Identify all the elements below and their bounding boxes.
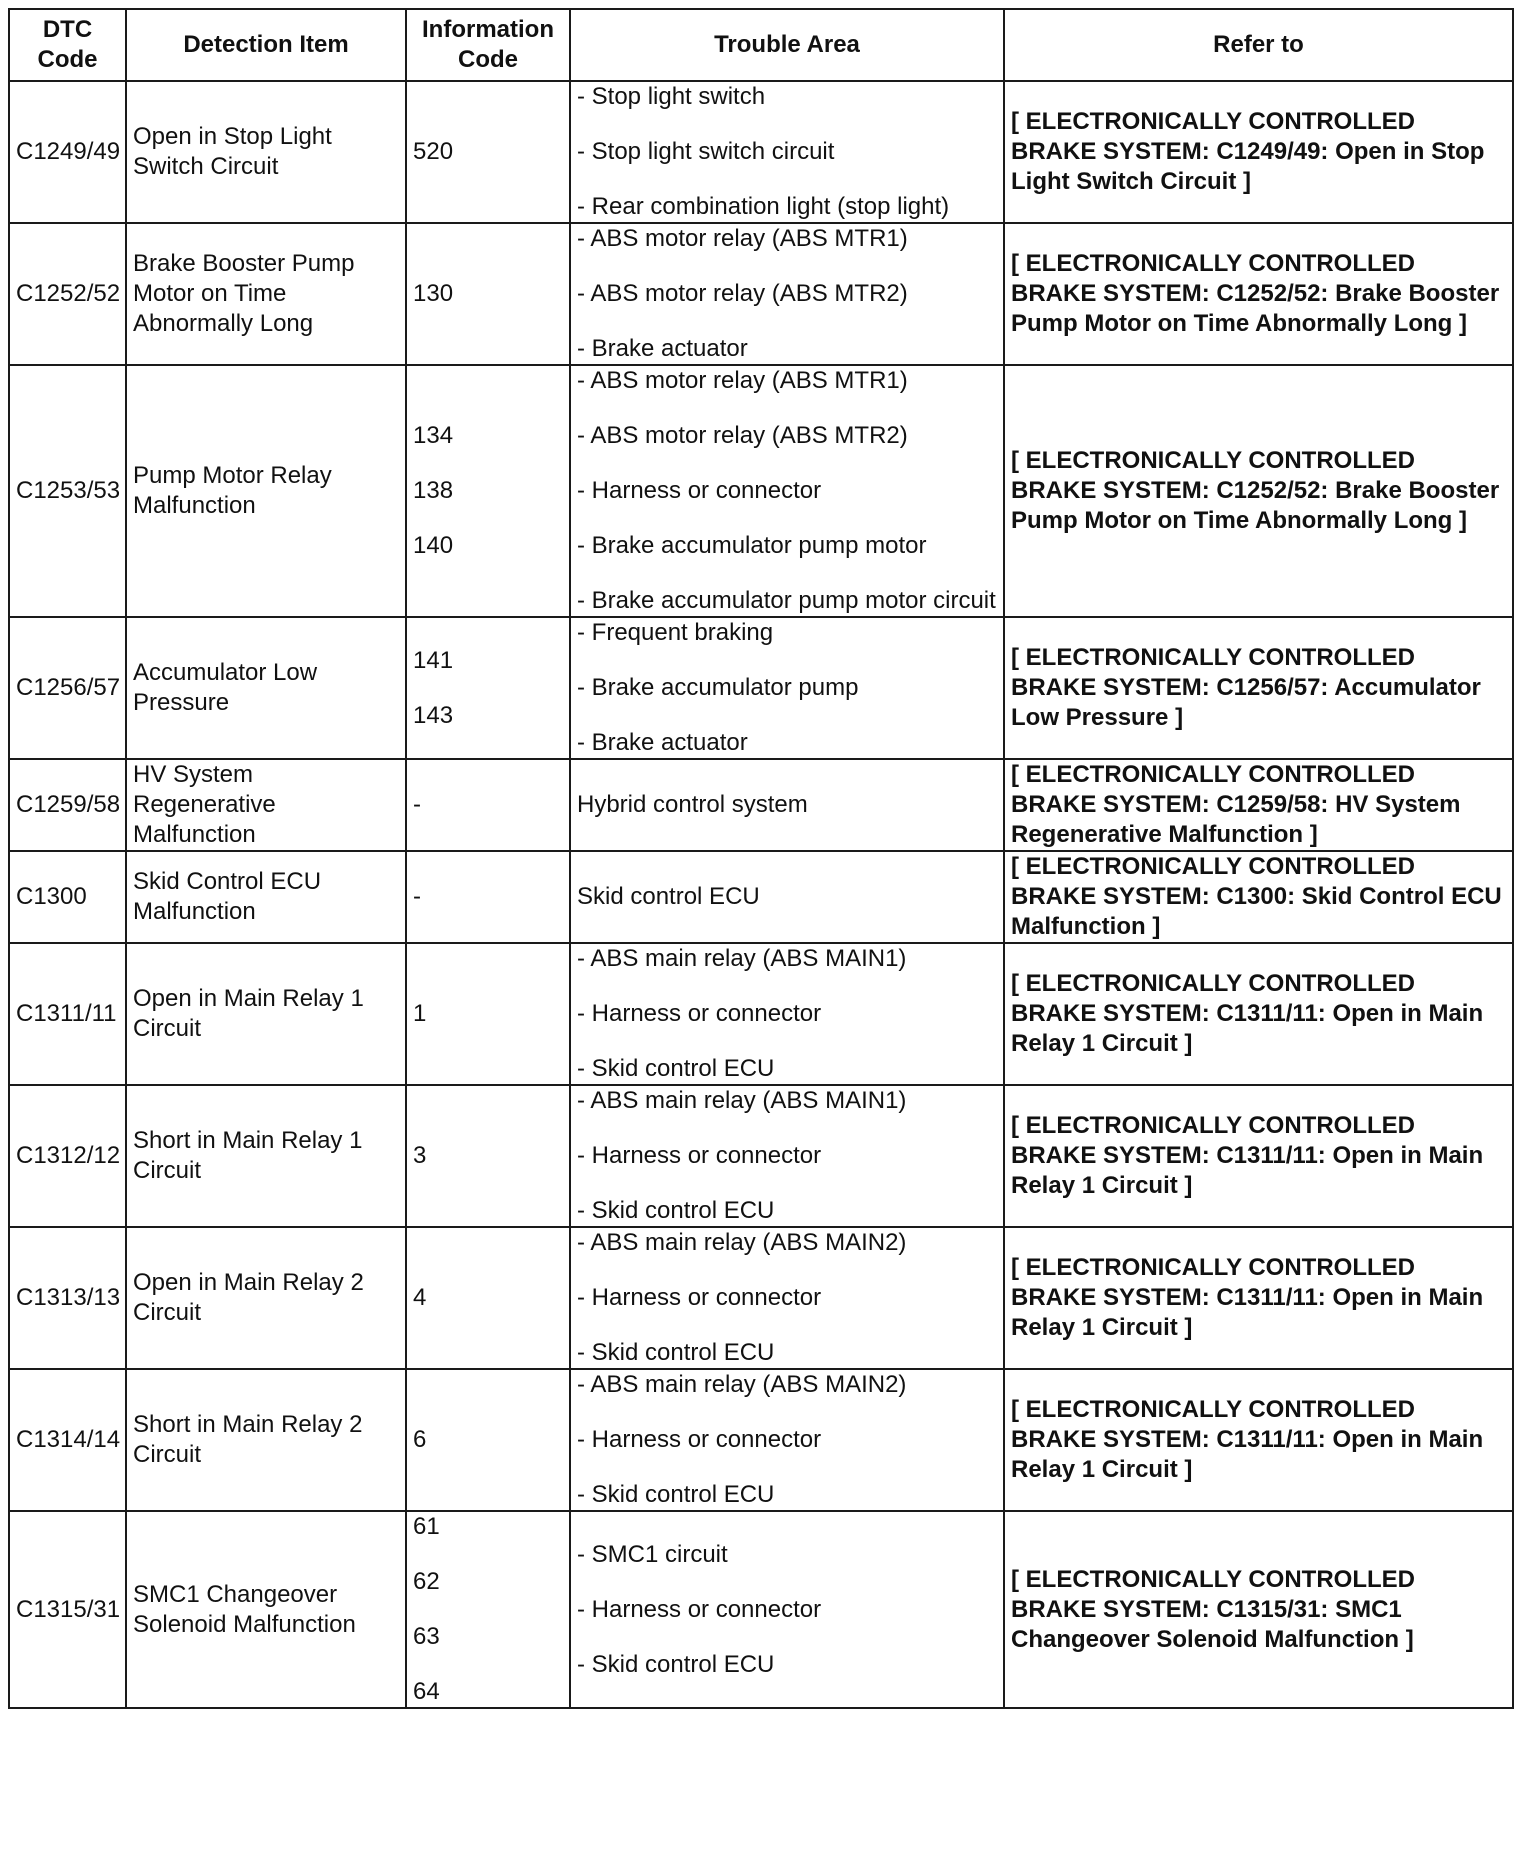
information-code-cell: [406, 1511, 570, 1708]
header-row: [9, 9, 1513, 81]
information-code: 61: [413, 1513, 440, 1540]
dtc-code-cell: C1300: [9, 851, 126, 943]
dtc-code-cell: C1252/52: [9, 223, 126, 365]
information-code-cell: [406, 851, 570, 943]
dtc-code-cell: C1249/49: [9, 81, 126, 223]
header-refer-to: Refer to: [1004, 9, 1513, 81]
dtc-code-cell: C1256/57: [9, 617, 126, 759]
dtc-code-cell: C1253/53: [9, 365, 126, 617]
trouble-area-item: - Stop light switch: [577, 83, 766, 110]
header-dtc-code: DTC Code: [9, 9, 126, 81]
trouble-area-item: - ABS motor relay (ABS MTR2): [577, 280, 908, 307]
trouble-area-item: - SMC1 circuit: [577, 1540, 728, 1568]
dtc-table: [8, 8, 1514, 1709]
dtc-code-cell: C1259/58: [9, 759, 126, 851]
information-code: 138: [413, 477, 454, 504]
refer-to-link: [ ELECTRONICALLY CONTROLLED BRAKE SYSTEM: C1311/11: Open in Main Relay 1 Circuit ]: [1004, 1227, 1513, 1369]
detection-item-cell: Skid Control ECU Malfunction: [126, 851, 406, 943]
information-code-cell: [406, 1369, 570, 1511]
trouble-area-item: - ABS main relay (ABS MAIN1): [577, 945, 907, 972]
trouble-area-cell: [570, 1227, 1004, 1369]
table-row: [9, 943, 1513, 1085]
header-information-code: Information Code: [406, 9, 570, 81]
trouble-area-cell: [570, 617, 1004, 759]
trouble-area-item: - ABS main relay (ABS MAIN2): [577, 1371, 907, 1398]
refer-to-link: [ ELECTRONICALLY CONTROLLED BRAKE SYSTEM: C1315/31: SMC1 Changeover Solenoid Malfunction ]: [1004, 1511, 1513, 1708]
trouble-area-item: - Skid control ECU: [577, 1481, 775, 1508]
detection-item-cell: Open in Main Relay 2 Circuit: [126, 1227, 406, 1369]
trouble-area-cell: [570, 81, 1004, 223]
trouble-area-cell: [570, 1369, 1004, 1511]
table-header: [9, 9, 1513, 81]
trouble-area-item: - Rear combination light (stop light): [577, 193, 950, 220]
information-code-cell: [406, 617, 570, 759]
refer-to-link: [ ELECTRONICALLY CONTROLLED BRAKE SYSTEM: C1311/11: Open in Main Relay 1 Circuit ]: [1004, 943, 1513, 1085]
information-code: 134: [413, 422, 454, 449]
trouble-area-cell: [570, 943, 1004, 1085]
trouble-area-item: - ABS main relay (ABS MAIN1): [577, 1087, 907, 1114]
trouble-area-item: - Skid control ECU: [577, 1339, 775, 1366]
trouble-area-item: - Harness or connector: [577, 1426, 822, 1453]
dtc-code-cell: C1315/31: [9, 1511, 126, 1708]
trouble-area-cell: [570, 1085, 1004, 1227]
detection-item-cell: Short in Main Relay 2 Circuit: [126, 1369, 406, 1511]
information-code: 140: [413, 532, 454, 559]
trouble-area-item: - Harness or connector: [577, 477, 822, 504]
information-code: 4: [413, 1284, 427, 1311]
trouble-area-item: - Brake accumulator pump motor circuit: [577, 587, 996, 614]
trouble-area-item: - ABS motor relay (ABS MTR1): [577, 367, 908, 394]
refer-to-link: [ ELECTRONICALLY CONTROLLED BRAKE SYSTEM: C1256/57: Accumulator Low Pressure ]: [1004, 617, 1513, 759]
information-code: 520: [413, 138, 454, 165]
trouble-area-item: - Brake accumulator pump motor: [577, 532, 927, 559]
header-detection-item: Detection Item: [126, 9, 406, 81]
detection-item-cell: Accumulator Low Pressure: [126, 617, 406, 759]
information-code-cell: [406, 759, 570, 851]
information-code: 6: [413, 1426, 427, 1453]
detection-item-cell: Open in Stop Light Switch Circuit: [126, 81, 406, 223]
detection-item-cell: HV System Regenerative Malfunction: [126, 759, 406, 851]
dtc-code-cell: C1312/12: [9, 1085, 126, 1227]
refer-to-link: [ ELECTRONICALLY CONTROLLED BRAKE SYSTEM: C1252/52: Brake Booster Pump Motor on Time Abnormally Long ]: [1004, 223, 1513, 365]
trouble-area-item: - ABS main relay (ABS MAIN2): [577, 1229, 907, 1256]
trouble-area-item: - ABS motor relay (ABS MTR2): [577, 422, 908, 449]
refer-to-link: [ ELECTRONICALLY CONTROLLED BRAKE SYSTEM: C1311/11: Open in Main Relay 1 Circuit ]: [1004, 1369, 1513, 1511]
information-code: -: [413, 883, 421, 910]
trouble-area-cell: [570, 1511, 1004, 1708]
information-code: 3: [413, 1142, 427, 1169]
information-code-cell: [406, 1227, 570, 1369]
information-code: 64: [413, 1678, 440, 1705]
refer-to-link: [ ELECTRONICALLY CONTROLLED BRAKE SYSTEM: C1249/49: Open in Stop Light Switch Circuit ]: [1004, 81, 1513, 223]
trouble-area-item: - Skid control ECU: [577, 1055, 775, 1082]
trouble-area-item: - Brake actuator: [577, 335, 748, 362]
table-row: [9, 365, 1513, 617]
trouble-area-item: - Harness or connector: [577, 1142, 822, 1169]
table-row: [9, 223, 1513, 365]
table-row: [9, 851, 1513, 943]
information-code: 1: [413, 1000, 427, 1027]
refer-to-link: [ ELECTRONICALLY CONTROLLED BRAKE SYSTEM: C1252/52: Brake Booster Pump Motor on Time Abnormally Long ]: [1004, 365, 1513, 617]
trouble-area-item: - Brake accumulator pump: [577, 674, 859, 701]
table-row: [9, 1511, 1513, 1708]
information-code: 62: [413, 1568, 440, 1595]
table-row: [9, 1227, 1513, 1369]
detection-item-cell: Brake Booster Pump Motor on Time Abnormally Long: [126, 223, 406, 365]
table-row: [9, 617, 1513, 759]
trouble-area-cell: [570, 851, 1004, 943]
refer-to-link: [ ELECTRONICALLY CONTROLLED BRAKE SYSTEM: C1311/11: Open in Main Relay 1 Circuit ]: [1004, 1085, 1513, 1227]
trouble-area-item: - Brake actuator: [577, 729, 748, 756]
trouble-area-item: - Skid control ECU: [577, 1650, 775, 1678]
information-code-cell: [406, 943, 570, 1085]
dtc-code-cell: C1311/11: [9, 943, 126, 1085]
trouble-area-item: - Harness or connector: [577, 1000, 822, 1027]
information-code: 141: [413, 646, 454, 674]
refer-to-link: [ ELECTRONICALLY CONTROLLED BRAKE SYSTEM: C1300: Skid Control ECU Malfunction ]: [1004, 851, 1513, 943]
detection-item-cell: SMC1 Changeover Solenoid Malfunction: [126, 1511, 406, 1708]
trouble-area-cell: [570, 223, 1004, 365]
information-code-cell: [406, 81, 570, 223]
dtc-code-cell: C1314/14: [9, 1369, 126, 1511]
table-row: [9, 1369, 1513, 1511]
trouble-area-item: - Frequent braking: [577, 619, 774, 646]
trouble-area-item: - Harness or connector: [577, 1284, 822, 1311]
dtc-code-cell: C1313/13: [9, 1227, 126, 1369]
trouble-area-item: Skid control ECU: [577, 883, 760, 910]
table-body: [9, 81, 1513, 1708]
trouble-area-item: - Harness or connector: [577, 1595, 822, 1623]
information-code: 63: [413, 1623, 440, 1650]
detection-item-cell: Short in Main Relay 1 Circuit: [126, 1085, 406, 1227]
table-row: [9, 759, 1513, 851]
table-row: [9, 81, 1513, 223]
information-code-cell: [406, 1085, 570, 1227]
detection-item-cell: Open in Main Relay 1 Circuit: [126, 943, 406, 1085]
information-code: 130: [413, 280, 454, 307]
detection-item-cell: Pump Motor Relay Malfunction: [126, 365, 406, 617]
refer-to-link: [ ELECTRONICALLY CONTROLLED BRAKE SYSTEM: C1259/58: HV System Regenerative Malfunction ]: [1004, 759, 1513, 851]
table-row: [9, 1085, 1513, 1227]
information-code: -: [413, 791, 421, 818]
trouble-area-item: - Skid control ECU: [577, 1197, 775, 1224]
information-code-cell: [406, 223, 570, 365]
trouble-area-cell: [570, 365, 1004, 617]
trouble-area-item: - ABS motor relay (ABS MTR1): [577, 225, 908, 252]
trouble-area-cell: [570, 759, 1004, 851]
trouble-area-item: Hybrid control system: [577, 791, 808, 818]
header-trouble-area: Trouble Area: [570, 9, 1004, 81]
trouble-area-item: - Stop light switch circuit: [577, 138, 835, 165]
information-code-cell: [406, 365, 570, 617]
information-code: 143: [413, 701, 454, 729]
